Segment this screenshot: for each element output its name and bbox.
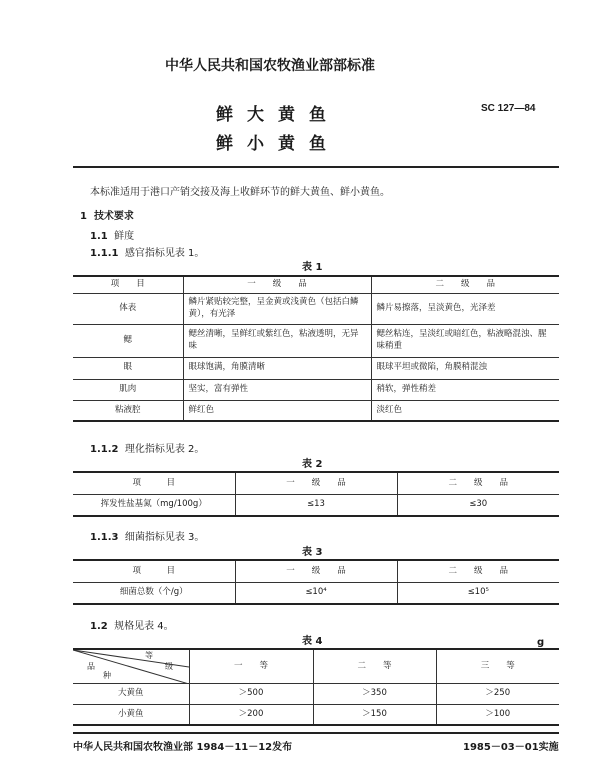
section-1-number: 1 [80,211,87,222]
table-row [73,472,559,494]
table-cell: 小黄鱼 [73,704,189,725]
table-row [73,276,559,293]
table-4-unit: g [537,637,545,648]
scope-statement: 本标准适用于港口产销交接及海上收鲜环节的鲜大黄鱼、鲜小黄鱼。 [90,187,390,198]
table-row [73,683,559,704]
table-cell: 体表 [73,293,183,324]
section-1-1-title: 鲜度 [114,231,135,242]
table-cell: 眼球饱满，角膜清晰 [183,357,371,379]
table-3-header-item: 项 目 [73,560,235,582]
table-1 [73,275,559,422]
header-rule [73,166,559,168]
section-1-1-1-number: 1.1.1 [90,248,119,259]
table-cell: 粘液腔 [73,400,183,421]
footer-rule [73,732,559,734]
table-row [73,704,559,725]
table-cell: 鳃丝粘连，呈淡红或暗红色，粘液略混浊、腥味稍重 [371,324,559,357]
table-row [73,379,559,400]
table-cell: 鳞片紧贴较完整，呈金黄或浅黄色（包括白鳞黄），有光泽 [183,293,371,324]
table-cell: ＞500 [189,683,313,704]
table-cell: ＞350 [313,683,436,704]
publication-info: 中华人民共和国农牧渔业部 1984－11－12发布 [73,742,293,753]
section-1-2-number: 1.2 [90,621,108,632]
table-cell: 鳃丝清晰，呈鲜红或紫红色，粘液透明，无异味 [183,324,371,357]
table-2 [73,471,559,517]
table-cell: 鳃 [73,324,183,357]
table-3 [73,559,559,605]
implementation-date: 1985－03－01实施 [463,742,559,753]
table-cell: 挥发性盐基氮（mg/100g） [73,494,235,516]
standard-code: SC 127—84 [481,103,536,114]
section-1-1-2-number: 1.1.2 [90,444,119,455]
section-1-1-2-text: 理化指标见表 2。 [124,444,205,455]
table-row [73,400,559,421]
table-cell: ＞200 [189,704,313,725]
section-1-1-3-number: 1.1.3 [90,532,119,543]
table-4-header-grade1: 一 等 [189,649,313,683]
section-1-1-number: 1.1 [90,231,108,242]
section-1-1-2 [90,440,204,455]
table-4 [73,648,559,726]
table-cell: ＞150 [313,704,436,725]
table-1-header-item: 项 目 [73,276,183,293]
table-row [73,582,559,604]
table-cell: ＞250 [436,683,559,704]
table-1-header-grade1: 一 级 品 [183,276,371,293]
table-2-header-grade1: 一 级 品 [235,472,397,494]
table-cell: 稍软，弹性稍差 [371,379,559,400]
corner-label-top: 等 [145,651,153,660]
table-cell: ≤13 [235,494,397,516]
table-cell: 坚实，富有弹性 [183,379,371,400]
table-row [73,324,559,357]
title-small-yellow-croaker: 鲜小黄鱼 [216,134,340,154]
section-1-1-3-text: 细菌指标见表 3。 [124,532,205,543]
table-row [73,357,559,379]
corner-label-left-bottom: 种 [103,671,111,680]
section-1-1-3 [90,528,204,543]
table-cell: 鳞片易擦落，呈淡黄色，光泽差 [371,293,559,324]
table-3-header-grade1: 一 级 品 [235,560,397,582]
table-cell: 细菌总数（个/g） [73,582,235,604]
table-row [73,293,559,324]
section-1-2 [90,617,174,632]
section-1-title: 技术要求 [93,211,134,222]
table-3-header-grade2: 二 级 品 [397,560,559,582]
table-cell: ＞100 [436,704,559,725]
section-1-1-1 [90,244,204,259]
title-large-yellow-croaker: 鲜大黄鱼 [216,105,340,125]
table-cell: 鲜红色 [183,400,371,421]
table-cell: 淡红色 [371,400,559,421]
table-3-caption: 表 3 [302,547,323,558]
table-cell: ≤10⁴ [235,582,397,604]
table-cell: ≤30 [397,494,559,516]
table-2-header-grade2: 二 级 品 [397,472,559,494]
section-1-heading [80,207,134,222]
corner-label-mid: 级 [165,662,173,671]
corner-label-left-top: 品 [87,662,95,671]
table-2-header-item: 项 目 [73,472,235,494]
table-cell: 眼 [73,357,183,379]
table-1-header-grade2: 二 级 品 [371,276,559,293]
section-1-2-text: 规格见表 4。 [114,621,174,632]
table-4-header-grade2: 二 等 [313,649,436,683]
section-1-1-1-text: 感官指标见表 1。 [124,248,205,259]
table-cell: 眼球平坦或微陷，角膜稍混浊 [371,357,559,379]
section-1-1-heading [90,227,134,242]
table-cell: 大黄鱼 [73,683,189,704]
table-4-header-grade3: 三 等 [436,649,559,683]
table-row [73,494,559,516]
table-row [73,649,559,683]
table-1-caption: 表 1 [302,262,323,273]
issuing-authority: 中华人民共和国农牧渔业部部标准 [165,58,375,74]
table-cell: 肌肉 [73,379,183,400]
table-4-corner-cell [73,649,189,683]
table-cell: ≤10⁵ [397,582,559,604]
table-row [73,560,559,582]
table-4-caption: 表 4 [302,636,323,647]
table-2-caption: 表 2 [302,459,323,470]
